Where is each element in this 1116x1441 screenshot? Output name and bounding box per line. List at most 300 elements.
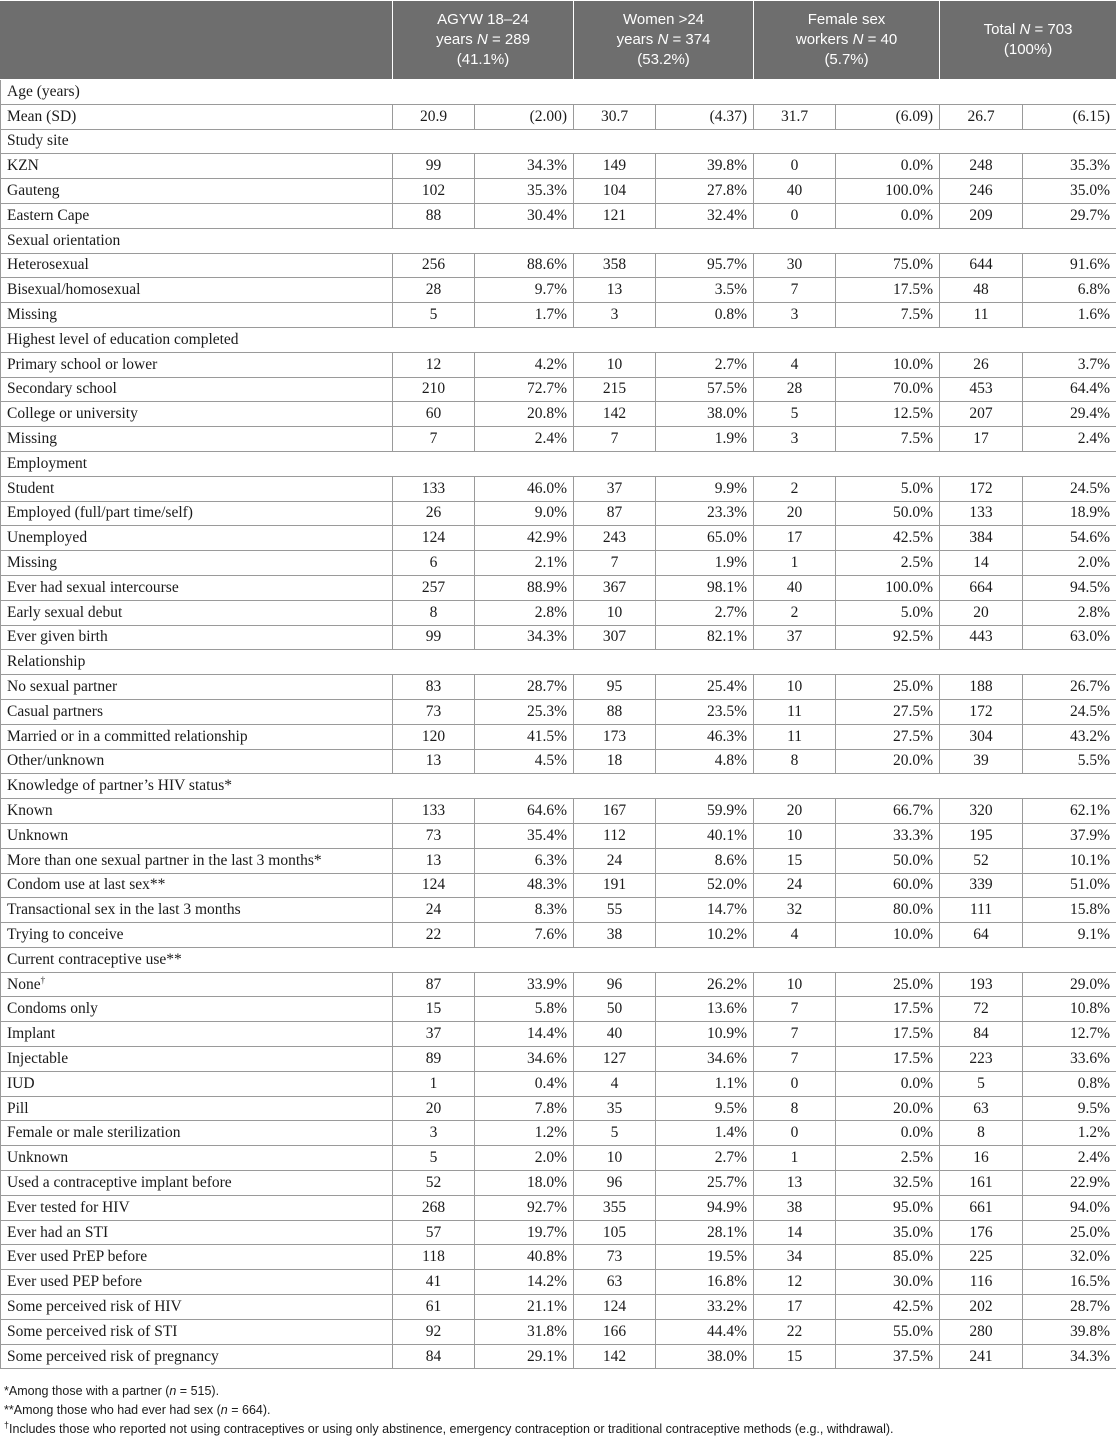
percent-cell: 35.3% [475, 179, 574, 204]
footnote-contraceptive-text: Includes those who reported not using contraceptives or using only abstinence, emergency contraception or traditional contraceptive methods (e.g., withdrawal). [9, 1422, 894, 1436]
percent-cell: 34.6% [656, 1047, 754, 1072]
count-cell: 24 [393, 898, 475, 923]
table-row [1, 179, 1116, 204]
table-row [1, 699, 1116, 724]
count-cell: 34 [754, 1245, 836, 1270]
count-cell: 52 [393, 1171, 475, 1196]
row-label: Casual partners [7, 702, 103, 720]
row-label: Secondary school [7, 380, 117, 398]
row-label: Some perceived risk of HIV [7, 1297, 182, 1315]
count-cell: 0 [754, 203, 836, 228]
count-cell: 241 [940, 1344, 1023, 1369]
count-cell: 50 [574, 997, 656, 1022]
row-label-cell [1, 427, 393, 452]
count-cell: 644 [940, 253, 1023, 278]
percent-cell: 2.5% [836, 551, 940, 576]
row-label-cell [1, 303, 393, 328]
count-cell: 256 [393, 253, 475, 278]
table-row [1, 551, 1116, 576]
footnote-mark: † [40, 974, 46, 985]
percent-cell: 38.0% [656, 1344, 754, 1369]
percent-cell: 17.5% [836, 278, 940, 303]
count-cell: 124 [574, 1295, 656, 1320]
percent-cell: 20.8% [475, 402, 574, 427]
count-cell: 26.7 [940, 104, 1023, 129]
percent-cell: 1.6% [1023, 303, 1116, 328]
row-label-cell [1, 699, 393, 724]
percent-cell: 10.0% [836, 923, 940, 948]
count-cell: 39 [940, 749, 1023, 774]
count-cell: 14 [754, 1220, 836, 1245]
row-label-cell [1, 1121, 393, 1146]
percent-cell: 17.5% [836, 1047, 940, 1072]
percent-cell: 2.0% [1023, 551, 1116, 576]
header-total-word: Total [983, 21, 1020, 38]
count-cell: 96 [574, 1171, 656, 1196]
table-row [1, 476, 1116, 501]
footnote-partner-n: n [169, 1384, 177, 1398]
percent-cell: 85.0% [836, 1245, 940, 1270]
percent-cell: 64.6% [475, 799, 574, 824]
percent-cell: 42.5% [836, 526, 940, 551]
percent-cell: 7.5% [836, 303, 940, 328]
percent-cell: 2.7% [656, 352, 754, 377]
percent-cell: 25.7% [656, 1171, 754, 1196]
count-cell: 280 [940, 1319, 1023, 1344]
percent-cell: 17.5% [836, 1022, 940, 1047]
percent-cell: 14.7% [656, 898, 754, 923]
count-cell: 2 [754, 600, 836, 625]
percent-cell: 27.8% [656, 179, 754, 204]
percent-cell: 5.8% [475, 997, 574, 1022]
header-total [940, 1, 1116, 80]
count-cell: 358 [574, 253, 656, 278]
count-cell: 172 [940, 476, 1023, 501]
percent-cell: 5.0% [836, 476, 940, 501]
count-cell: 11 [940, 303, 1023, 328]
percent-cell: 0.0% [836, 1071, 940, 1096]
table-row [1, 501, 1116, 526]
percent-cell: 94.9% [656, 1195, 754, 1220]
table-row [1, 1270, 1116, 1295]
count-cell: 161 [940, 1171, 1023, 1196]
count-cell: 664 [940, 575, 1023, 600]
header-total-pct: (100%) [1003, 41, 1053, 58]
table-row [1, 1344, 1116, 1369]
section-label-cell [1, 327, 1116, 352]
count-cell: 142 [574, 1344, 656, 1369]
count-cell: 10 [574, 352, 656, 377]
count-cell: 384 [940, 526, 1023, 551]
table-row [1, 1220, 1116, 1245]
row-label: Condoms only [7, 1000, 98, 1018]
count-cell: 355 [574, 1195, 656, 1220]
percent-cell: 40.8% [475, 1245, 574, 1270]
row-label-cell [1, 600, 393, 625]
count-cell: 20 [940, 600, 1023, 625]
count-cell: 10 [754, 675, 836, 700]
row-label: Early sexual debut [7, 603, 123, 621]
percent-cell: 10.8% [1023, 997, 1116, 1022]
header-women [574, 1, 754, 80]
count-cell: 17 [940, 427, 1023, 452]
count-cell: 5 [754, 402, 836, 427]
percent-cell: 25.0% [836, 972, 940, 997]
percent-cell: 26.2% [656, 972, 754, 997]
row-label: Study site [7, 132, 69, 150]
percent-cell: 23.3% [656, 501, 754, 526]
header-women-line1: Women >24 [623, 11, 705, 28]
count-cell: 195 [940, 823, 1023, 848]
count-cell: 30.7 [574, 104, 656, 129]
table-row [1, 1295, 1116, 1320]
row-label-cell [1, 1270, 393, 1295]
count-cell: 104 [574, 179, 656, 204]
row-label-cell [1, 526, 393, 551]
percent-cell: 14.4% [475, 1022, 574, 1047]
footnote-partner-prefix: *Among those with a partner ( [4, 1384, 170, 1398]
count-cell: 84 [393, 1344, 475, 1369]
count-cell: 1 [754, 1146, 836, 1171]
row-label: Sexual orientation [7, 231, 121, 249]
row-label-cell [1, 1295, 393, 1320]
section-label-cell [1, 947, 1116, 972]
percent-cell: 29.7% [1023, 203, 1116, 228]
percent-cell: 2.7% [656, 1146, 754, 1171]
row-label: Missing [7, 430, 57, 448]
percent-cell: 35.0% [1023, 179, 1116, 204]
count-cell: 124 [393, 526, 475, 551]
header-fsw-pct: (5.7%) [824, 51, 869, 68]
percent-cell: (2.00) [475, 104, 574, 129]
count-cell: 15 [393, 997, 475, 1022]
row-label-cell [1, 823, 393, 848]
count-cell: 0 [754, 1121, 836, 1146]
table-row [1, 1022, 1116, 1047]
header-women-n-value: = 374 [668, 31, 711, 48]
percent-cell: 0.0% [836, 154, 940, 179]
count-cell: 443 [940, 625, 1023, 650]
percent-cell: 63.0% [1023, 625, 1116, 650]
row-label: Implant [7, 1025, 56, 1043]
row-label-cell [1, 923, 393, 948]
count-cell: 96 [574, 972, 656, 997]
count-cell: 63 [574, 1270, 656, 1295]
row-label: Female or male sterilization [7, 1124, 181, 1142]
count-cell: 7 [754, 997, 836, 1022]
percent-cell: 0.8% [656, 303, 754, 328]
percent-cell: 8.6% [656, 848, 754, 873]
row-label-cell [1, 179, 393, 204]
count-cell: 57 [393, 1220, 475, 1245]
percent-cell: 72.7% [475, 377, 574, 402]
count-cell: 28 [393, 278, 475, 303]
percent-cell: 2.4% [475, 427, 574, 452]
percent-cell: 66.7% [836, 799, 940, 824]
row-label-cell [1, 848, 393, 873]
header-agyw-pct: (41.1%) [456, 51, 510, 68]
count-cell: 304 [940, 724, 1023, 749]
count-cell: 1 [754, 551, 836, 576]
table-row [1, 823, 1116, 848]
count-cell: 72 [940, 997, 1023, 1022]
count-cell: 20 [393, 1096, 475, 1121]
percent-cell: 30.4% [475, 203, 574, 228]
percent-cell: 91.6% [1023, 253, 1116, 278]
percent-cell: 29.1% [475, 1344, 574, 1369]
percent-cell: 2.7% [656, 600, 754, 625]
percent-cell: 9.1% [1023, 923, 1116, 948]
percent-cell: 7.8% [475, 1096, 574, 1121]
percent-cell: 2.4% [1023, 1146, 1116, 1171]
count-cell: 210 [393, 377, 475, 402]
percent-cell: 38.0% [656, 402, 754, 427]
row-label: Highest level of education completed [7, 330, 239, 348]
percent-cell: 9.0% [475, 501, 574, 526]
count-cell: 95 [574, 675, 656, 700]
count-cell: 41 [393, 1270, 475, 1295]
percent-cell: 1.1% [656, 1071, 754, 1096]
percent-cell: 50.0% [836, 501, 940, 526]
count-cell: 40 [754, 575, 836, 600]
percent-cell: 35.4% [475, 823, 574, 848]
percent-cell: 1.4% [656, 1121, 754, 1146]
row-label-cell [1, 1245, 393, 1270]
count-cell: 89 [393, 1047, 475, 1072]
row-label-cell [1, 749, 393, 774]
row-label-cell [1, 724, 393, 749]
percent-cell: 60.0% [836, 873, 940, 898]
table-row [1, 675, 1116, 700]
row-label: Unknown [7, 1149, 69, 1167]
row-label-cell [1, 203, 393, 228]
percent-cell: 18.0% [475, 1171, 574, 1196]
percent-cell: 98.1% [656, 575, 754, 600]
percent-cell: 94.5% [1023, 575, 1116, 600]
percent-cell: 9.7% [475, 278, 574, 303]
header-agyw-years: years [436, 31, 477, 48]
count-cell: 193 [940, 972, 1023, 997]
row-label: Used a contraceptive implant before [7, 1173, 232, 1191]
percent-cell: 44.4% [656, 1319, 754, 1344]
percent-cell: 1.9% [656, 427, 754, 452]
count-cell: 73 [574, 1245, 656, 1270]
percent-cell: 100.0% [836, 575, 940, 600]
count-cell: 209 [940, 203, 1023, 228]
count-cell: 5 [940, 1071, 1023, 1096]
percent-cell: (6.09) [836, 104, 940, 129]
table-row [1, 526, 1116, 551]
percent-cell: 95.7% [656, 253, 754, 278]
footnote-ever-sex-n: n [220, 1403, 228, 1417]
section-label-cell [1, 774, 1116, 799]
count-cell: 7 [754, 278, 836, 303]
count-cell: 87 [393, 972, 475, 997]
percent-cell: 1.2% [1023, 1121, 1116, 1146]
footnote-partner [4, 1382, 894, 1401]
count-cell: 248 [940, 154, 1023, 179]
percent-cell: 65.0% [656, 526, 754, 551]
row-label-cell [1, 997, 393, 1022]
count-cell: 202 [940, 1295, 1023, 1320]
count-cell: 7 [754, 1047, 836, 1072]
percent-cell: 32.4% [656, 203, 754, 228]
percent-cell: 39.8% [656, 154, 754, 179]
percent-cell: 21.1% [475, 1295, 574, 1320]
percent-cell: (6.15) [1023, 104, 1116, 129]
count-cell: 92 [393, 1319, 475, 1344]
count-cell: 30 [754, 253, 836, 278]
count-cell: 26 [393, 501, 475, 526]
count-cell: 13 [574, 278, 656, 303]
percent-cell: 10.2% [656, 923, 754, 948]
count-cell: 661 [940, 1195, 1023, 1220]
table-row [1, 1047, 1116, 1072]
percent-cell: 35.0% [836, 1220, 940, 1245]
header-agyw-n-value: = 289 [487, 31, 530, 48]
percent-cell: 37.5% [836, 1344, 940, 1369]
table-row [1, 600, 1116, 625]
header-agyw [393, 1, 574, 80]
percent-cell: 23.5% [656, 699, 754, 724]
percent-cell: 92.7% [475, 1195, 574, 1220]
header-fsw-n-value: = 40 [863, 31, 898, 48]
row-label: Ever given birth [7, 628, 108, 646]
percent-cell: 92.5% [836, 625, 940, 650]
footnote-dagger: † [4, 1419, 10, 1430]
count-cell: 28 [754, 377, 836, 402]
count-cell: 105 [574, 1220, 656, 1245]
row-label-cell [1, 1344, 393, 1369]
table-row [1, 1071, 1116, 1096]
percent-cell: 37.9% [1023, 823, 1116, 848]
count-cell: 10 [754, 972, 836, 997]
percent-cell: 14.2% [475, 1270, 574, 1295]
percent-cell: 12.7% [1023, 1022, 1116, 1047]
percent-cell: 28.7% [475, 675, 574, 700]
count-cell: 8 [940, 1121, 1023, 1146]
row-label: Heterosexual [7, 256, 89, 274]
percent-cell: 33.2% [656, 1295, 754, 1320]
footnote-ever-sex-suffix: = 664). [227, 1403, 271, 1417]
count-cell: 112 [574, 823, 656, 848]
percent-cell: 70.0% [836, 377, 940, 402]
count-cell: 339 [940, 873, 1023, 898]
percent-cell: 2.1% [475, 551, 574, 576]
row-label: Student [7, 479, 55, 497]
percent-cell: 1.9% [656, 551, 754, 576]
percent-cell: 33.6% [1023, 1047, 1116, 1072]
table-row [1, 427, 1116, 452]
percent-cell: 18.9% [1023, 501, 1116, 526]
percent-cell: 3.5% [656, 278, 754, 303]
percent-cell: 59.9% [656, 799, 754, 824]
table-row [1, 972, 1116, 997]
count-cell: 188 [940, 675, 1023, 700]
count-cell: 10 [574, 600, 656, 625]
count-cell: 17 [754, 1295, 836, 1320]
section-label-cell [1, 129, 1116, 154]
percent-cell: (4.37) [656, 104, 754, 129]
table-row [1, 1245, 1116, 1270]
percent-cell: 6.8% [1023, 278, 1116, 303]
row-label: Missing [7, 554, 57, 572]
count-cell: 133 [393, 476, 475, 501]
count-cell: 20 [754, 501, 836, 526]
count-cell: 133 [393, 799, 475, 824]
percent-cell: 16.8% [656, 1270, 754, 1295]
count-cell: 20 [754, 799, 836, 824]
row-label-cell [1, 1071, 393, 1096]
table-row [1, 104, 1116, 129]
count-cell: 87 [574, 501, 656, 526]
row-label-cell [1, 1022, 393, 1047]
table-row [1, 1096, 1116, 1121]
table-row [1, 997, 1116, 1022]
count-cell: 6 [393, 551, 475, 576]
percent-cell: 64.4% [1023, 377, 1116, 402]
table-row [1, 724, 1116, 749]
count-cell: 15 [754, 1344, 836, 1369]
count-cell: 243 [574, 526, 656, 551]
count-cell: 127 [574, 1047, 656, 1072]
count-cell: 5 [574, 1121, 656, 1146]
row-label: Employed (full/part time/self) [7, 504, 193, 522]
row-label: Unknown [7, 826, 69, 844]
row-label: Primary school or lower [7, 355, 158, 373]
percent-cell: 43.2% [1023, 724, 1116, 749]
table-row [1, 575, 1116, 600]
count-cell: 52 [940, 848, 1023, 873]
count-cell: 7 [574, 427, 656, 452]
percent-cell: 9.9% [656, 476, 754, 501]
row-label: Ever had sexual intercourse [7, 578, 179, 596]
percent-cell: 27.5% [836, 724, 940, 749]
row-label: IUD [7, 1074, 35, 1092]
percent-cell: 20.0% [836, 1096, 940, 1121]
percent-cell: 25.3% [475, 699, 574, 724]
count-cell: 8 [754, 1096, 836, 1121]
table-row [1, 154, 1116, 179]
row-label: Mean (SD) [7, 107, 77, 125]
percent-cell: 16.5% [1023, 1270, 1116, 1295]
percent-cell: 19.5% [656, 1245, 754, 1270]
percent-cell: 28.7% [1023, 1295, 1116, 1320]
percent-cell: 46.3% [656, 724, 754, 749]
count-cell: 38 [754, 1195, 836, 1220]
row-label-cell [1, 972, 393, 997]
percent-cell: 6.3% [475, 848, 574, 873]
count-cell: 223 [940, 1047, 1023, 1072]
section-header-row [1, 451, 1116, 476]
count-cell: 7 [574, 551, 656, 576]
percent-cell: 24.5% [1023, 699, 1116, 724]
footnote-ever-sex [4, 1401, 894, 1420]
count-cell: 73 [393, 699, 475, 724]
percent-cell: 2.4% [1023, 427, 1116, 452]
percent-cell: 40.1% [656, 823, 754, 848]
header-women-years: years [616, 31, 658, 48]
count-cell: 11 [754, 699, 836, 724]
count-cell: 5 [393, 1146, 475, 1171]
percent-cell: 4.5% [475, 749, 574, 774]
percent-cell: 1.7% [475, 303, 574, 328]
percent-cell: 25.0% [1023, 1220, 1116, 1245]
row-label: Knowledge of partner’s HIV status* [7, 777, 232, 795]
row-label-cell [1, 476, 393, 501]
header-fsw [754, 1, 940, 80]
footnotes [4, 1382, 894, 1439]
